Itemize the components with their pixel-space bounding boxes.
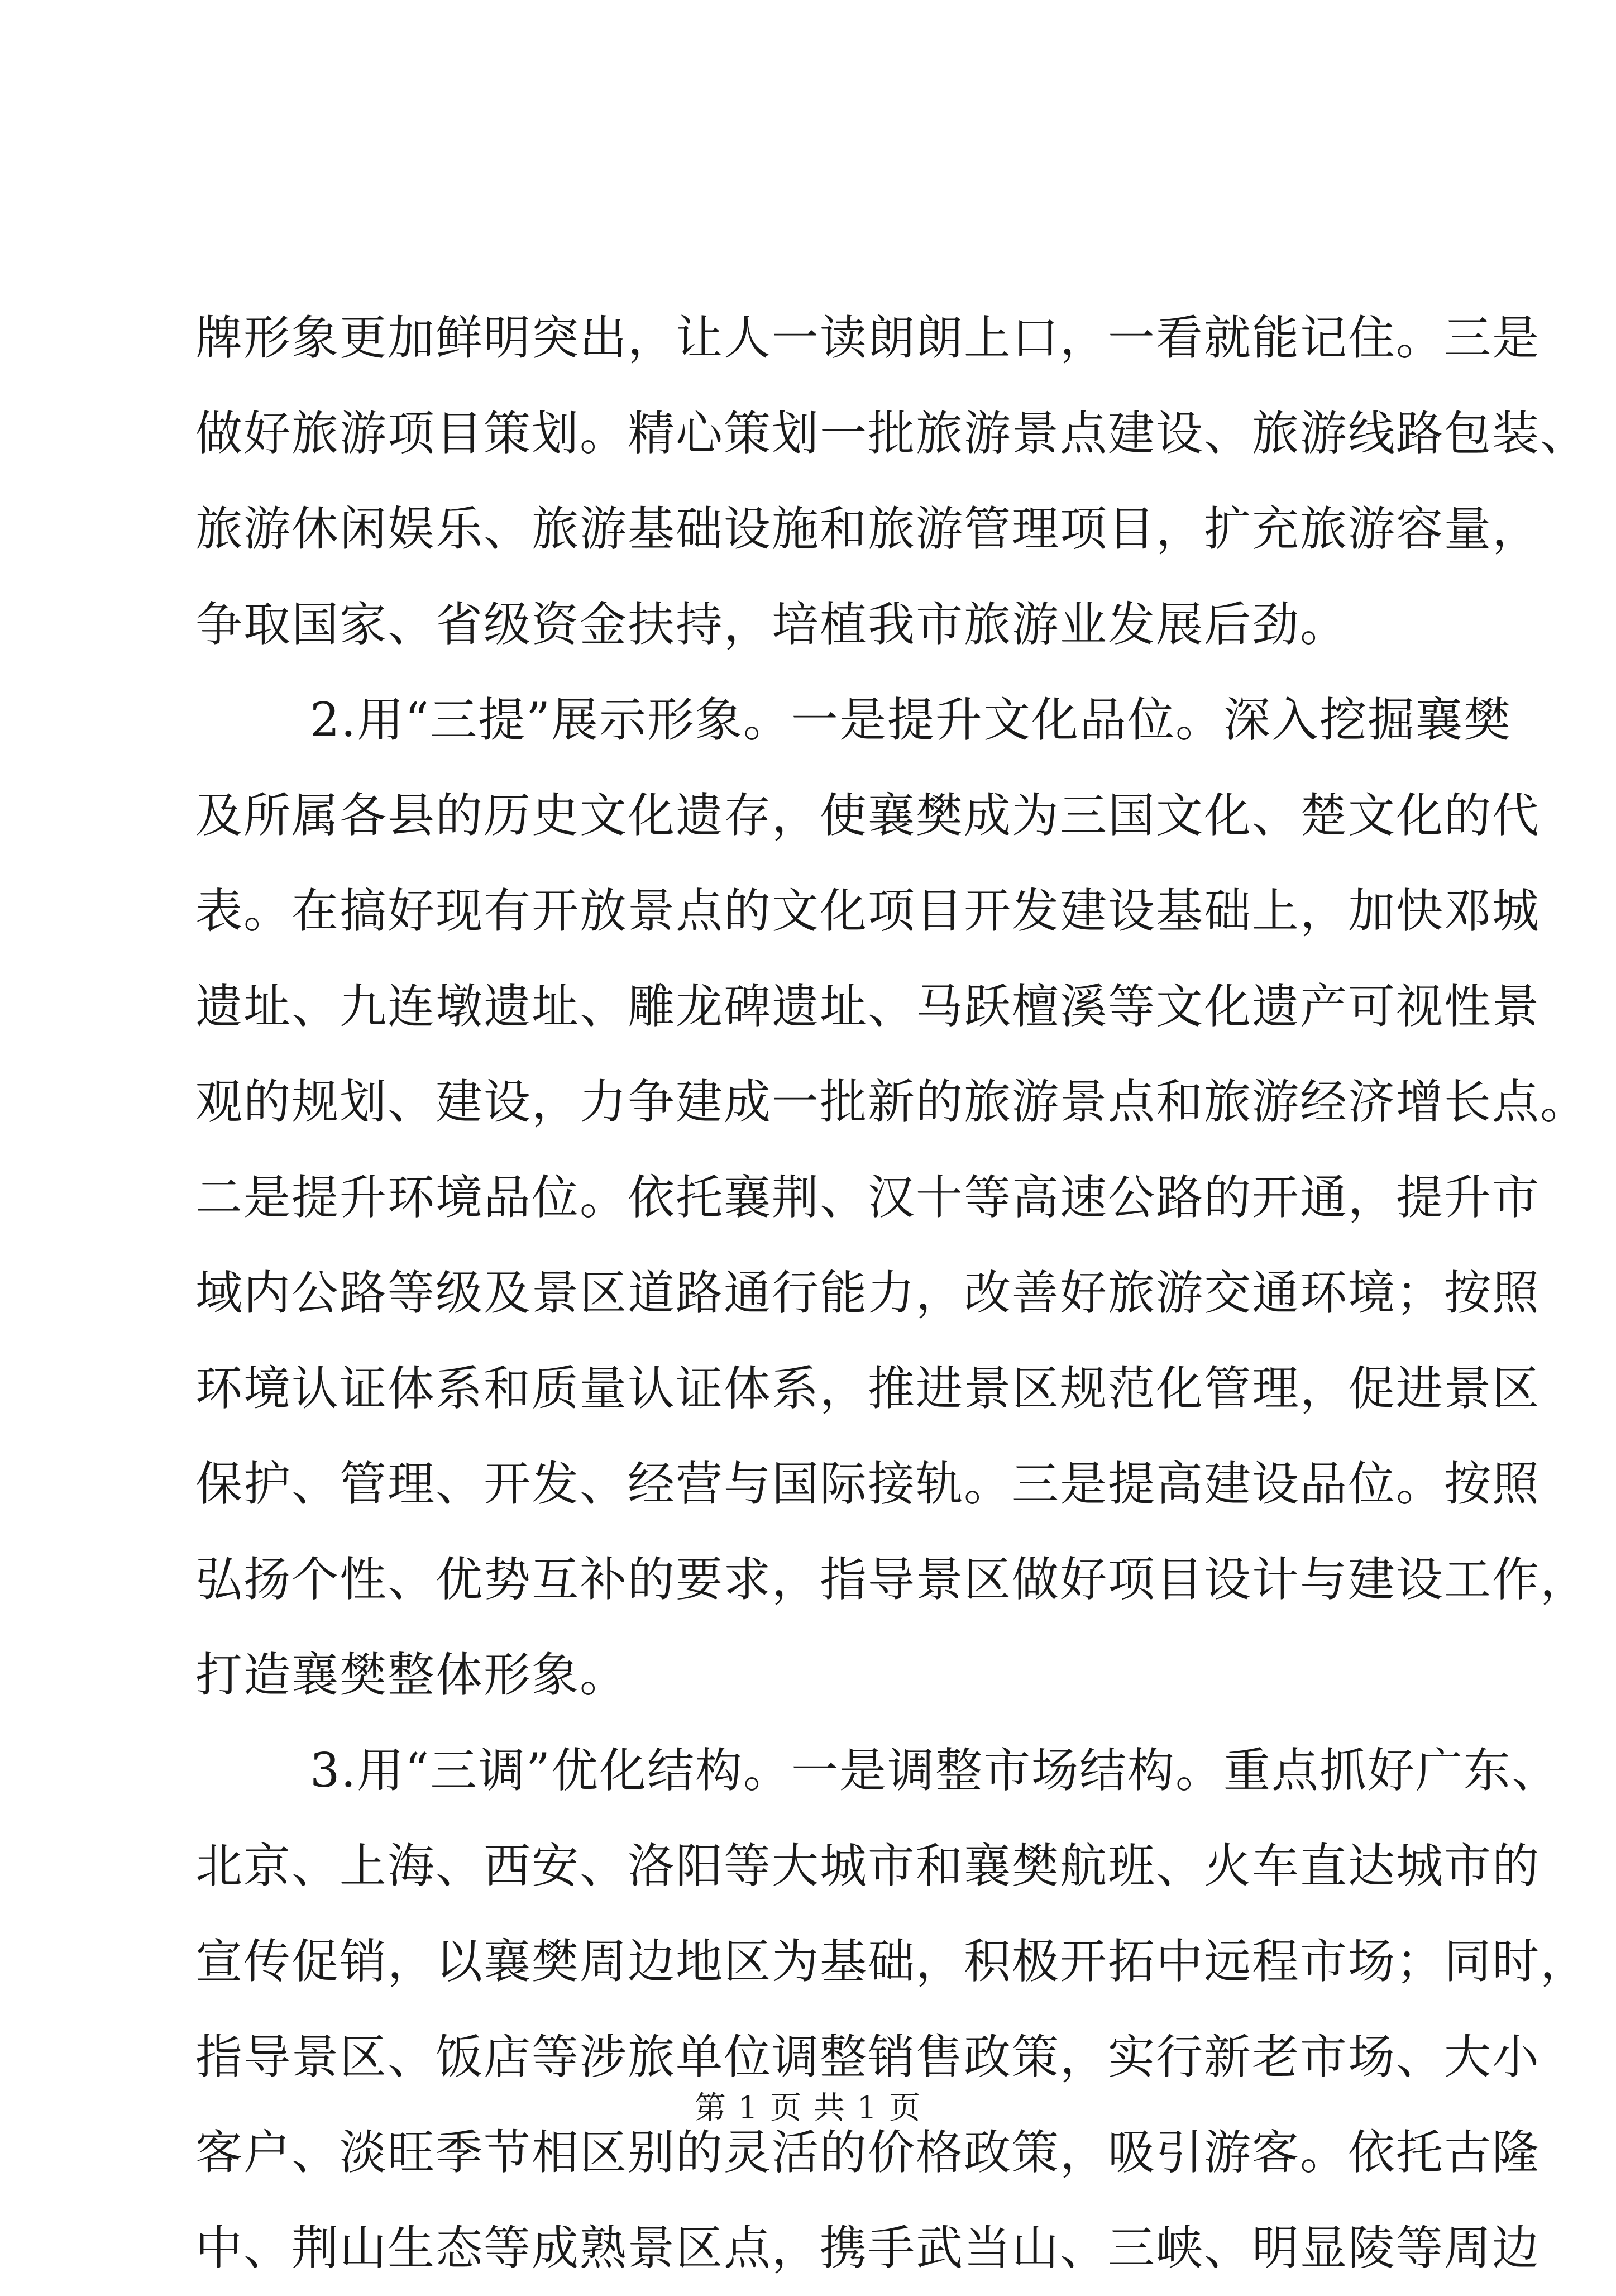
text-line: 做好旅游项目策划。精心策划一批旅游景点建设、旅游线路包装、: [195, 406, 1589, 461]
text-line: 二是提升环境品位。依托襄荆、汉十等高速公路的开通，提升市: [195, 1170, 1541, 1225]
text-line: 遗址、九连墩遗址、雕龙碑遗址、马跃檀溪等文化遗产可视性景: [195, 979, 1541, 1034]
paragraph-start-line: 3.用“三调”优化结构。一是调整市场结构。重点抓好广东、: [310, 1743, 1560, 1798]
text-line: 打造襄樊整体形象。: [195, 1648, 628, 1702]
text-line: 表。在搞好现有开放景点的文化项目开发建设基础上，加快邓城: [195, 884, 1541, 938]
text-line: 旅游休闲娱乐、旅游基础设施和旅游管理项目，扩充旅游容量，: [195, 502, 1541, 556]
text-line: 争取国家、省级资金扶持，培植我市旅游业发展后劲。: [195, 597, 1349, 652]
text-line: 弘扬个性、优势互补的要求，指导景区做好项目设计与建设工作，: [195, 1552, 1589, 1607]
text-line: 指导景区、饭店等涉旅单位调整销售政策，实行新老市场、大小: [195, 2030, 1541, 2084]
text-line: 宣传促销，以襄樊周边地区为基础，积极开拓中远程市场；同时，: [195, 1934, 1589, 1989]
document-body: [195, 290, 1589, 2296]
text-line: 牌形象更加鲜明突出，让人一读朗朗上口，一看就能记住。三是: [195, 311, 1541, 365]
text-line: 及所属各县的历史文化遗存，使襄樊成为三国文化、楚文化的代: [195, 788, 1541, 843]
page-number-footer: 第 1 页 共 1 页: [694, 2090, 922, 2126]
text-line: 中、荆山生态等成熟景区点，携手武当山、三峡、明显陵等周边: [195, 2221, 1541, 2275]
text-line: 北京、上海、西安、洛阳等大城市和襄樊航班、火车直达城市的: [195, 1839, 1541, 1893]
text-line: 环境认证体系和质量认证体系，推进景区规范化管理，促进景区: [195, 1361, 1541, 1416]
text-line: 客户、淡旺季节相区别的灵活的价格政策，吸引游客。依托古隆: [195, 2125, 1541, 2180]
paragraph-start-line: 2.用“三提”展示形象。一是提升文化品位。深入挖掘襄樊: [310, 693, 1512, 747]
text-line: 域内公路等级及景区道路通行能力，改善好旅游交通环境；按照: [195, 1266, 1541, 1320]
text-line: 观的规划、建设，力争建成一批新的旅游景点和旅游经济增长点。: [195, 1075, 1589, 1129]
text-line: 保护、管理、开发、经营与国际接轨。三是提高建设品位。按照: [195, 1457, 1541, 1511]
